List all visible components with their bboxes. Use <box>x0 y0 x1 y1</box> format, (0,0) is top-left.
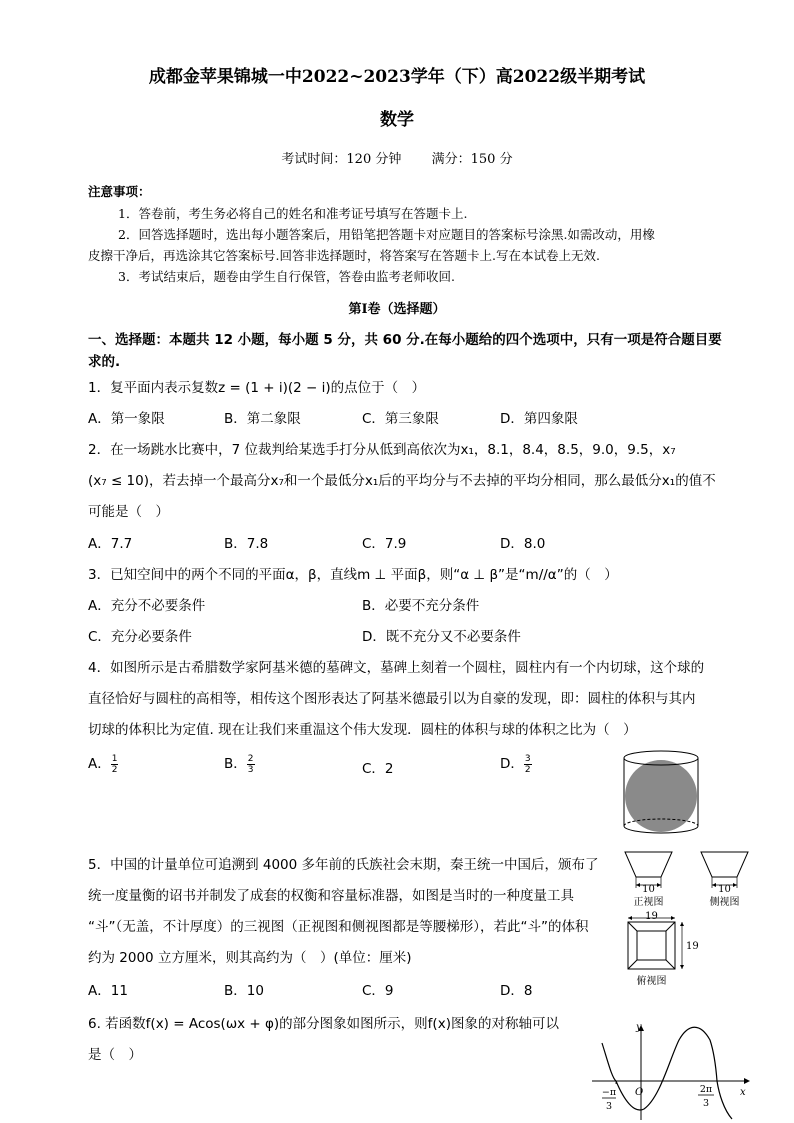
q5-option-a: A．11 <box>88 983 128 999</box>
q2-line2: (x₇ ≤ 10)，若去掉一个最高分x₇和一个最低分x₁后的平均分与不去掉的平均分相同，那么最低分x₁的值不 <box>88 473 716 489</box>
q4-option-b-label: B． <box>224 756 247 772</box>
q6-line2: 是（ ） <box>88 1047 142 1063</box>
q5-line3: “斗”（无盖，不计厚度）的三视图（正视图和侧视图都是等腰梯形），若此“斗”的体积 <box>88 919 589 935</box>
q5-line4: 约为 2000 立方厘米，则其高约为（ ）(单位：厘米) <box>88 950 412 966</box>
q4-option-a-label: A． <box>88 756 111 772</box>
q5-option-d: D．8 <box>500 983 533 999</box>
q2-option-c: C．7.9 <box>362 536 407 552</box>
q1-option-d: D．第四象限 <box>500 411 578 427</box>
notes-heading: 注意事项： <box>88 184 151 199</box>
q1-option-a: A．第一象限 <box>88 411 165 427</box>
q4-option-d <box>500 752 532 775</box>
q1-option-c: C．第三象限 <box>362 411 439 427</box>
top-view-label: 俯视图 <box>636 976 667 987</box>
exam-title: 成都金苹果锦城一中2022~2023学年（下）高2022级半期考试 <box>148 67 646 87</box>
q4-option-d-den: 2 <box>524 764 531 775</box>
x-axis-arrow <box>744 1078 750 1084</box>
q4-option-d-num: 3 <box>524 753 531 764</box>
front-view <box>625 852 672 908</box>
note-item-2b: 皮擦干净后，再选涂其它答案标号.回答非选择题时，将答案写在答题卡上.写在本试卷上无效. <box>88 248 600 263</box>
side-view-dim: 10 <box>718 884 731 895</box>
y-axis-label: y <box>636 1022 642 1033</box>
cosine-curve <box>602 1027 732 1119</box>
front-view-label: 正视图 <box>633 897 664 908</box>
q4-option-b-den: 3 <box>247 764 254 775</box>
section-desc-line1: 一、选择题：本题共 12 小题，每小题 5 分，共 60 分.在每小题给的四个选项中，只有一项是符合题目要 <box>88 332 722 348</box>
q1-option-b: B．第二象限 <box>224 411 301 427</box>
section-title: 第Ⅰ卷（选择题） <box>348 302 446 317</box>
cosine-graph-figure <box>588 1018 754 1122</box>
section-desc-line2: 求的. <box>88 354 121 370</box>
side-view <box>701 852 748 908</box>
q4-option-b <box>224 752 255 775</box>
tick-label-pos-num: 2π <box>699 1084 713 1095</box>
q3-stem: 3．已知空间中的两个不同的平面α，β，直线m ⊥ 平面β，则“α ⊥ β”是“m//α”的（ ） <box>88 567 618 583</box>
q4-option-c: C．2 <box>362 761 394 777</box>
tick-label-neg-den: 3 <box>605 1101 613 1112</box>
top-view-dim-w: 19 <box>645 911 658 922</box>
q4-option-a <box>88 752 118 775</box>
q2-option-b: B．7.8 <box>224 536 269 552</box>
q4-line1: 4．如图所示是古希腊数学家阿基米德的墓碑文，墓碑上刻着一个圆柱，圆柱内有一个内切球，这个球的 <box>88 660 705 676</box>
q3-option-c: C．充分必要条件 <box>88 629 192 645</box>
q5-option-c: C．9 <box>362 983 394 999</box>
q2-option-a: A．7.7 <box>88 536 133 552</box>
tick-label-pos-den: 3 <box>702 1098 710 1109</box>
q4-option-a-den: 2 <box>111 764 118 775</box>
q2-option-d: D．8.0 <box>500 536 546 552</box>
q3-option-a: A．充分不必要条件 <box>88 598 206 614</box>
subject-title: 数学 <box>380 110 414 130</box>
x-axis-label: x <box>740 1087 746 1098</box>
front-view-dim: 10 <box>642 884 655 895</box>
three-views-figure <box>620 848 760 990</box>
note-item-2a: 2．回答选择题时，选出每小题答案后，用铅笔把答题卡对应题目的答案标号涂黑.如需改动，用橡 <box>118 227 655 242</box>
q4-line2: 直径恰好与圆柱的高相等，相传这个图形表达了阿基米德最引以为自豪的发现，即：圆柱的体积与其内 <box>88 691 696 707</box>
q5-line2: 统一度量衡的诏书并制发了成套的权衡和容量标准器，如图是当时的一种度量工具 <box>88 888 574 904</box>
exam-info <box>0 148 794 167</box>
q4-option-d-label: D． <box>500 756 524 772</box>
note-item-1: 1．答卷前，考生务必将自己的姓名和准考证号填写在答题卡上. <box>118 206 468 221</box>
q1-stem: 1．复平面内表示复数z = (1 + i)(2 − i)的点位于（ ） <box>88 380 426 396</box>
q3-option-d: D．既不充分又不必要条件 <box>362 629 521 645</box>
cylinder-sphere-figure <box>620 746 702 842</box>
top-view <box>628 911 699 987</box>
q2-line3: 可能是（ ） <box>88 504 169 520</box>
q4-option-a-num: 1 <box>111 753 118 764</box>
note-item-3: 3．考试结束后，题卷由学生自行保管，答卷由监考老师收回. <box>118 269 455 284</box>
origin-label: O <box>635 1087 644 1098</box>
full-score: 满分：150 分 <box>431 152 513 167</box>
q4-option-b-num: 2 <box>247 753 254 764</box>
tick-label-neg-num: −π <box>601 1087 617 1098</box>
exam-time: 考试时间：120 分钟 <box>281 152 402 167</box>
q2-line1: 2．在一场跳水比赛中，7 位裁判给某选手打分从低到高依次为x₁，8.1，8.4，8.5，9.0，9.5，x₇ <box>88 442 676 458</box>
top-view-dim-h: 19 <box>686 941 699 952</box>
inscribed-sphere <box>625 760 697 832</box>
q6-line1: 6. 若函数f(x) = Acos(ωx + φ)的部分图象如图所示，则f(x)图象的对称轴可以 <box>88 1016 559 1032</box>
q4-line3: 切球的体积比为定值. 现在让我们来重温这个伟大发现．圆柱的体积与球的体积之比为（ ） <box>88 722 637 738</box>
side-view-label: 侧视图 <box>709 897 740 908</box>
q5-option-b: B．10 <box>224 983 264 999</box>
q3-option-b: B．必要不充分条件 <box>362 598 480 614</box>
q5-line1: 5．中国的计量单位可追溯到 4000 多年前的氏族社会末期，秦王统一中国后，颁布了 <box>88 857 599 873</box>
